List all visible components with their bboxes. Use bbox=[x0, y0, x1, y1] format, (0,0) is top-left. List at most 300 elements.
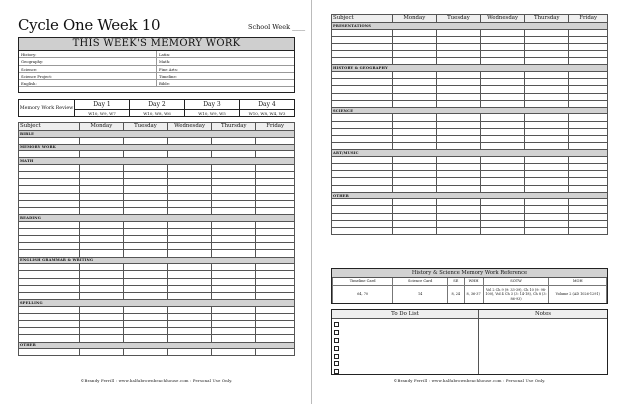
plan-cell[interactable] bbox=[436, 185, 480, 192]
plan-cell[interactable] bbox=[212, 208, 256, 215]
plan-cell[interactable] bbox=[332, 128, 393, 135]
plan-cell[interactable] bbox=[256, 208, 295, 215]
plan-cell[interactable] bbox=[569, 51, 608, 58]
plan-cell[interactable] bbox=[392, 79, 436, 86]
plan-cell[interactable] bbox=[79, 179, 123, 186]
plan-cell[interactable] bbox=[19, 320, 80, 327]
plan-cell[interactable] bbox=[525, 43, 569, 50]
plan-cell[interactable] bbox=[392, 171, 436, 178]
plan-cell[interactable] bbox=[168, 349, 212, 356]
plan-cell[interactable] bbox=[168, 328, 212, 335]
plan-cell[interactable] bbox=[168, 151, 212, 158]
plan-cell[interactable] bbox=[392, 93, 436, 100]
plan-cell[interactable] bbox=[436, 58, 480, 65]
plan-cell[interactable] bbox=[332, 171, 393, 178]
plan-cell[interactable] bbox=[481, 171, 525, 178]
plan-cell[interactable] bbox=[256, 335, 295, 342]
plan-cell[interactable] bbox=[256, 306, 295, 313]
plan-cell[interactable] bbox=[79, 151, 123, 158]
plan-cell[interactable] bbox=[79, 164, 123, 171]
plan-cell[interactable] bbox=[525, 156, 569, 163]
plan-cell[interactable] bbox=[436, 86, 480, 93]
memory-field[interactable]: Fine Arts: bbox=[157, 66, 294, 73]
plan-cell[interactable] bbox=[168, 320, 212, 327]
plan-cell[interactable] bbox=[525, 228, 569, 235]
plan-cell[interactable] bbox=[79, 186, 123, 193]
plan-cell[interactable] bbox=[481, 86, 525, 93]
plan-cell[interactable] bbox=[79, 349, 123, 356]
checkbox-icon[interactable] bbox=[334, 338, 339, 343]
plan-cell[interactable] bbox=[79, 271, 123, 278]
plan-cell[interactable] bbox=[79, 250, 123, 257]
plan-cell[interactable] bbox=[19, 243, 80, 250]
plan-cell[interactable] bbox=[481, 79, 525, 86]
plan-cell[interactable] bbox=[481, 51, 525, 58]
plan-cell[interactable] bbox=[525, 79, 569, 86]
plan-cell[interactable] bbox=[168, 335, 212, 342]
checkbox-icon[interactable] bbox=[334, 322, 339, 327]
plan-cell[interactable] bbox=[481, 199, 525, 206]
plan-cell[interactable] bbox=[392, 164, 436, 171]
plan-cell[interactable] bbox=[436, 178, 480, 185]
plan-cell[interactable] bbox=[569, 43, 608, 50]
plan-cell[interactable] bbox=[525, 100, 569, 107]
plan-cell[interactable] bbox=[525, 213, 569, 220]
plan-cell[interactable] bbox=[481, 185, 525, 192]
plan-cell[interactable] bbox=[168, 313, 212, 320]
plan-cell[interactable] bbox=[79, 278, 123, 285]
plan-cell[interactable] bbox=[392, 121, 436, 128]
plan-cell[interactable] bbox=[79, 320, 123, 327]
plan-cell[interactable] bbox=[123, 172, 167, 179]
plan-cell[interactable] bbox=[436, 220, 480, 227]
plan-cell[interactable] bbox=[525, 58, 569, 65]
plan-cell[interactable] bbox=[525, 143, 569, 150]
plan-cell[interactable] bbox=[392, 185, 436, 192]
plan-cell[interactable] bbox=[123, 236, 167, 243]
plan-cell[interactable] bbox=[212, 292, 256, 299]
plan-cell[interactable] bbox=[569, 185, 608, 192]
checkbox-icon[interactable] bbox=[334, 369, 339, 374]
plan-cell[interactable] bbox=[212, 349, 256, 356]
plan-cell[interactable] bbox=[525, 164, 569, 171]
plan-cell[interactable] bbox=[569, 206, 608, 213]
plan-cell[interactable] bbox=[123, 179, 167, 186]
plan-cell[interactable] bbox=[569, 171, 608, 178]
plan-cell[interactable] bbox=[525, 220, 569, 227]
plan-cell[interactable] bbox=[212, 164, 256, 171]
plan-cell[interactable] bbox=[123, 228, 167, 235]
plan-cell[interactable] bbox=[525, 135, 569, 142]
todo-item[interactable] bbox=[334, 368, 476, 376]
plan-cell[interactable] bbox=[168, 200, 212, 207]
plan-cell[interactable] bbox=[436, 156, 480, 163]
plan-cell[interactable] bbox=[436, 114, 480, 121]
plan-cell[interactable] bbox=[332, 143, 393, 150]
plan-cell[interactable] bbox=[256, 313, 295, 320]
plan-cell[interactable] bbox=[481, 135, 525, 142]
plan-cell[interactable] bbox=[256, 243, 295, 250]
todo-item[interactable] bbox=[334, 337, 476, 345]
plan-cell[interactable] bbox=[212, 271, 256, 278]
plan-cell[interactable] bbox=[168, 292, 212, 299]
plan-cell[interactable] bbox=[525, 128, 569, 135]
plan-cell[interactable] bbox=[525, 171, 569, 178]
plan-cell[interactable] bbox=[481, 178, 525, 185]
plan-cell[interactable] bbox=[79, 285, 123, 292]
plan-cell[interactable] bbox=[332, 178, 393, 185]
plan-cell[interactable] bbox=[569, 228, 608, 235]
plan-cell[interactable] bbox=[481, 213, 525, 220]
plan-cell[interactable] bbox=[569, 71, 608, 78]
plan-cell[interactable] bbox=[569, 220, 608, 227]
plan-cell[interactable] bbox=[79, 243, 123, 250]
plan-cell[interactable] bbox=[256, 349, 295, 356]
plan-cell[interactable] bbox=[569, 213, 608, 220]
plan-cell[interactable] bbox=[256, 137, 295, 144]
plan-cell[interactable] bbox=[392, 156, 436, 163]
plan-cell[interactable] bbox=[256, 172, 295, 179]
checkbox-icon[interactable] bbox=[334, 361, 339, 366]
memory-field[interactable]: Math: bbox=[157, 58, 294, 65]
plan-cell[interactable] bbox=[168, 221, 212, 228]
memory-field[interactable]: History: bbox=[19, 51, 156, 58]
plan-cell[interactable] bbox=[168, 271, 212, 278]
plan-cell[interactable] bbox=[481, 156, 525, 163]
plan-cell[interactable] bbox=[168, 179, 212, 186]
plan-cell[interactable] bbox=[525, 29, 569, 36]
plan-cell[interactable] bbox=[168, 186, 212, 193]
plan-cell[interactable] bbox=[436, 29, 480, 36]
plan-cell[interactable] bbox=[256, 292, 295, 299]
plan-cell[interactable] bbox=[168, 250, 212, 257]
plan-cell[interactable] bbox=[19, 349, 80, 356]
plan-cell[interactable] bbox=[569, 100, 608, 107]
plan-cell[interactable] bbox=[392, 213, 436, 220]
plan-cell[interactable] bbox=[256, 278, 295, 285]
plan-cell[interactable] bbox=[569, 178, 608, 185]
plan-cell[interactable] bbox=[79, 328, 123, 335]
plan-cell[interactable] bbox=[168, 285, 212, 292]
plan-cell[interactable] bbox=[436, 51, 480, 58]
plan-cell[interactable] bbox=[525, 71, 569, 78]
plan-cell[interactable] bbox=[332, 121, 393, 128]
plan-cell[interactable] bbox=[569, 135, 608, 142]
plan-cell[interactable] bbox=[436, 43, 480, 50]
plan-cell[interactable] bbox=[392, 143, 436, 150]
plan-cell[interactable] bbox=[332, 185, 393, 192]
plan-cell[interactable] bbox=[168, 264, 212, 271]
memory-field[interactable]: English: bbox=[19, 80, 156, 87]
plan-cell[interactable] bbox=[569, 128, 608, 135]
plan-cell[interactable] bbox=[436, 228, 480, 235]
plan-cell[interactable] bbox=[332, 86, 393, 93]
plan-cell[interactable] bbox=[525, 51, 569, 58]
plan-cell[interactable] bbox=[256, 320, 295, 327]
plan-cell[interactable] bbox=[436, 36, 480, 43]
plan-cell[interactable] bbox=[481, 29, 525, 36]
plan-cell[interactable] bbox=[569, 29, 608, 36]
plan-cell[interactable] bbox=[168, 193, 212, 200]
plan-cell[interactable] bbox=[332, 213, 393, 220]
plan-cell[interactable] bbox=[525, 178, 569, 185]
plan-cell[interactable] bbox=[123, 285, 167, 292]
plan-cell[interactable] bbox=[168, 236, 212, 243]
plan-cell[interactable] bbox=[79, 264, 123, 271]
plan-cell[interactable] bbox=[256, 193, 295, 200]
plan-cell[interactable] bbox=[481, 206, 525, 213]
plan-cell[interactable] bbox=[123, 164, 167, 171]
plan-cell[interactable] bbox=[481, 58, 525, 65]
plan-cell[interactable] bbox=[481, 114, 525, 121]
plan-cell[interactable] bbox=[481, 71, 525, 78]
plan-cell[interactable] bbox=[212, 264, 256, 271]
plan-cell[interactable] bbox=[212, 221, 256, 228]
plan-cell[interactable] bbox=[212, 306, 256, 313]
plan-cell[interactable] bbox=[79, 208, 123, 215]
plan-cell[interactable] bbox=[168, 228, 212, 235]
plan-cell[interactable] bbox=[123, 306, 167, 313]
plan-cell[interactable] bbox=[212, 285, 256, 292]
plan-cell[interactable] bbox=[332, 156, 393, 163]
plan-cell[interactable] bbox=[212, 179, 256, 186]
plan-cell[interactable] bbox=[123, 328, 167, 335]
plan-cell[interactable] bbox=[19, 137, 80, 144]
plan-cell[interactable] bbox=[212, 137, 256, 144]
plan-cell[interactable] bbox=[19, 179, 80, 186]
plan-cell[interactable] bbox=[123, 278, 167, 285]
plan-cell[interactable] bbox=[569, 58, 608, 65]
plan-cell[interactable] bbox=[212, 313, 256, 320]
plan-cell[interactable] bbox=[168, 278, 212, 285]
plan-cell[interactable] bbox=[256, 285, 295, 292]
plan-cell[interactable] bbox=[123, 271, 167, 278]
memory-field[interactable]: Science Project: bbox=[19, 73, 156, 80]
memory-field[interactable]: Geography: bbox=[19, 58, 156, 65]
plan-cell[interactable] bbox=[19, 292, 80, 299]
plan-cell[interactable] bbox=[436, 164, 480, 171]
plan-cell[interactable] bbox=[569, 156, 608, 163]
plan-cell[interactable] bbox=[256, 200, 295, 207]
plan-cell[interactable] bbox=[256, 228, 295, 235]
plan-cell[interactable] bbox=[569, 86, 608, 93]
plan-cell[interactable] bbox=[481, 128, 525, 135]
plan-cell[interactable] bbox=[332, 228, 393, 235]
plan-cell[interactable] bbox=[332, 79, 393, 86]
plan-cell[interactable] bbox=[392, 228, 436, 235]
plan-cell[interactable] bbox=[19, 236, 80, 243]
plan-cell[interactable] bbox=[332, 43, 393, 50]
plan-cell[interactable] bbox=[436, 135, 480, 142]
plan-cell[interactable] bbox=[392, 100, 436, 107]
plan-cell[interactable] bbox=[481, 220, 525, 227]
plan-cell[interactable] bbox=[569, 36, 608, 43]
plan-cell[interactable] bbox=[256, 264, 295, 271]
memory-field[interactable]: Bible: bbox=[157, 80, 294, 87]
plan-cell[interactable] bbox=[436, 213, 480, 220]
plan-cell[interactable] bbox=[123, 320, 167, 327]
plan-cell[interactable] bbox=[569, 79, 608, 86]
plan-cell[interactable] bbox=[481, 43, 525, 50]
plan-cell[interactable] bbox=[79, 306, 123, 313]
plan-cell[interactable] bbox=[19, 285, 80, 292]
plan-cell[interactable] bbox=[436, 171, 480, 178]
plan-cell[interactable] bbox=[168, 306, 212, 313]
plan-cell[interactable] bbox=[19, 221, 80, 228]
plan-cell[interactable] bbox=[212, 236, 256, 243]
plan-cell[interactable] bbox=[525, 114, 569, 121]
plan-cell[interactable] bbox=[123, 186, 167, 193]
plan-cell[interactable] bbox=[481, 100, 525, 107]
plan-cell[interactable] bbox=[332, 100, 393, 107]
plan-cell[interactable] bbox=[19, 264, 80, 271]
plan-cell[interactable] bbox=[19, 172, 80, 179]
memory-field[interactable]: Latin: bbox=[157, 51, 294, 58]
todo-item[interactable] bbox=[334, 321, 476, 329]
plan-cell[interactable] bbox=[79, 200, 123, 207]
plan-cell[interactable] bbox=[123, 137, 167, 144]
todo-item[interactable] bbox=[334, 360, 476, 368]
plan-cell[interactable] bbox=[123, 151, 167, 158]
plan-cell[interactable] bbox=[392, 43, 436, 50]
checkbox-icon[interactable] bbox=[334, 330, 339, 335]
plan-cell[interactable] bbox=[123, 200, 167, 207]
plan-cell[interactable] bbox=[332, 114, 393, 121]
plan-cell[interactable] bbox=[436, 100, 480, 107]
plan-cell[interactable] bbox=[392, 29, 436, 36]
plan-cell[interactable] bbox=[392, 71, 436, 78]
plan-cell[interactable] bbox=[436, 93, 480, 100]
plan-cell[interactable] bbox=[79, 313, 123, 320]
plan-cell[interactable] bbox=[79, 137, 123, 144]
plan-cell[interactable] bbox=[256, 328, 295, 335]
plan-cell[interactable] bbox=[256, 186, 295, 193]
plan-cell[interactable] bbox=[332, 71, 393, 78]
plan-cell[interactable] bbox=[525, 199, 569, 206]
plan-cell[interactable] bbox=[436, 206, 480, 213]
plan-cell[interactable] bbox=[569, 114, 608, 121]
plan-cell[interactable] bbox=[569, 143, 608, 150]
plan-cell[interactable] bbox=[212, 328, 256, 335]
plan-cell[interactable] bbox=[481, 121, 525, 128]
plan-cell[interactable] bbox=[212, 228, 256, 235]
memory-field[interactable]: Timeline: bbox=[157, 73, 294, 80]
todo-item[interactable] bbox=[334, 329, 476, 337]
plan-cell[interactable] bbox=[168, 208, 212, 215]
checkbox-icon[interactable] bbox=[334, 346, 339, 351]
plan-cell[interactable] bbox=[19, 306, 80, 313]
memory-field[interactable]: Science: bbox=[19, 66, 156, 73]
plan-cell[interactable] bbox=[436, 199, 480, 206]
plan-cell[interactable] bbox=[168, 137, 212, 144]
plan-cell[interactable] bbox=[19, 151, 80, 158]
plan-cell[interactable] bbox=[525, 121, 569, 128]
plan-cell[interactable] bbox=[525, 86, 569, 93]
plan-cell[interactable] bbox=[525, 206, 569, 213]
plan-cell[interactable] bbox=[436, 71, 480, 78]
plan-cell[interactable] bbox=[569, 121, 608, 128]
plan-cell[interactable] bbox=[19, 335, 80, 342]
plan-cell[interactable] bbox=[256, 221, 295, 228]
plan-cell[interactable] bbox=[256, 250, 295, 257]
plan-cell[interactable] bbox=[481, 143, 525, 150]
plan-cell[interactable] bbox=[332, 29, 393, 36]
plan-cell[interactable] bbox=[392, 86, 436, 93]
plan-cell[interactable] bbox=[256, 271, 295, 278]
plan-cell[interactable] bbox=[168, 243, 212, 250]
plan-cell[interactable] bbox=[392, 199, 436, 206]
plan-cell[interactable] bbox=[212, 172, 256, 179]
plan-cell[interactable] bbox=[332, 36, 393, 43]
plan-cell[interactable] bbox=[256, 151, 295, 158]
plan-cell[interactable] bbox=[19, 186, 80, 193]
plan-cell[interactable] bbox=[212, 335, 256, 342]
plan-cell[interactable] bbox=[123, 221, 167, 228]
plan-cell[interactable] bbox=[392, 220, 436, 227]
plan-cell[interactable] bbox=[436, 121, 480, 128]
plan-cell[interactable] bbox=[332, 220, 393, 227]
plan-cell[interactable] bbox=[525, 36, 569, 43]
plan-cell[interactable] bbox=[168, 172, 212, 179]
plan-cell[interactable] bbox=[19, 328, 80, 335]
plan-cell[interactable] bbox=[19, 250, 80, 257]
plan-cell[interactable] bbox=[19, 208, 80, 215]
plan-cell[interactable] bbox=[256, 236, 295, 243]
checkbox-icon[interactable] bbox=[334, 354, 339, 359]
plan-cell[interactable] bbox=[19, 193, 80, 200]
plan-cell[interactable] bbox=[123, 313, 167, 320]
plan-cell[interactable] bbox=[392, 128, 436, 135]
plan-cell[interactable] bbox=[79, 172, 123, 179]
plan-cell[interactable] bbox=[525, 185, 569, 192]
plan-cell[interactable] bbox=[212, 250, 256, 257]
plan-cell[interactable] bbox=[212, 186, 256, 193]
plan-cell[interactable] bbox=[392, 51, 436, 58]
plan-cell[interactable] bbox=[481, 164, 525, 171]
plan-cell[interactable] bbox=[123, 292, 167, 299]
plan-cell[interactable] bbox=[212, 243, 256, 250]
plan-cell[interactable] bbox=[256, 164, 295, 171]
plan-cell[interactable] bbox=[392, 114, 436, 121]
plan-cell[interactable] bbox=[569, 199, 608, 206]
plan-cell[interactable] bbox=[123, 208, 167, 215]
plan-cell[interactable] bbox=[212, 200, 256, 207]
plan-cell[interactable] bbox=[19, 200, 80, 207]
plan-cell[interactable] bbox=[79, 292, 123, 299]
plan-cell[interactable] bbox=[481, 93, 525, 100]
plan-cell[interactable] bbox=[569, 93, 608, 100]
plan-cell[interactable] bbox=[79, 335, 123, 342]
plan-cell[interactable] bbox=[392, 135, 436, 142]
plan-cell[interactable] bbox=[19, 278, 80, 285]
plan-cell[interactable] bbox=[79, 221, 123, 228]
plan-cell[interactable] bbox=[79, 236, 123, 243]
plan-cell[interactable] bbox=[79, 193, 123, 200]
plan-cell[interactable] bbox=[123, 250, 167, 257]
plan-cell[interactable] bbox=[19, 271, 80, 278]
plan-cell[interactable] bbox=[332, 164, 393, 171]
todo-item[interactable] bbox=[334, 344, 476, 352]
plan-cell[interactable] bbox=[19, 164, 80, 171]
plan-cell[interactable] bbox=[332, 135, 393, 142]
plan-cell[interactable] bbox=[569, 164, 608, 171]
plan-cell[interactable] bbox=[392, 206, 436, 213]
plan-cell[interactable] bbox=[212, 320, 256, 327]
plan-cell[interactable] bbox=[79, 228, 123, 235]
plan-cell[interactable] bbox=[436, 143, 480, 150]
plan-cell[interactable] bbox=[481, 228, 525, 235]
plan-cell[interactable] bbox=[436, 128, 480, 135]
